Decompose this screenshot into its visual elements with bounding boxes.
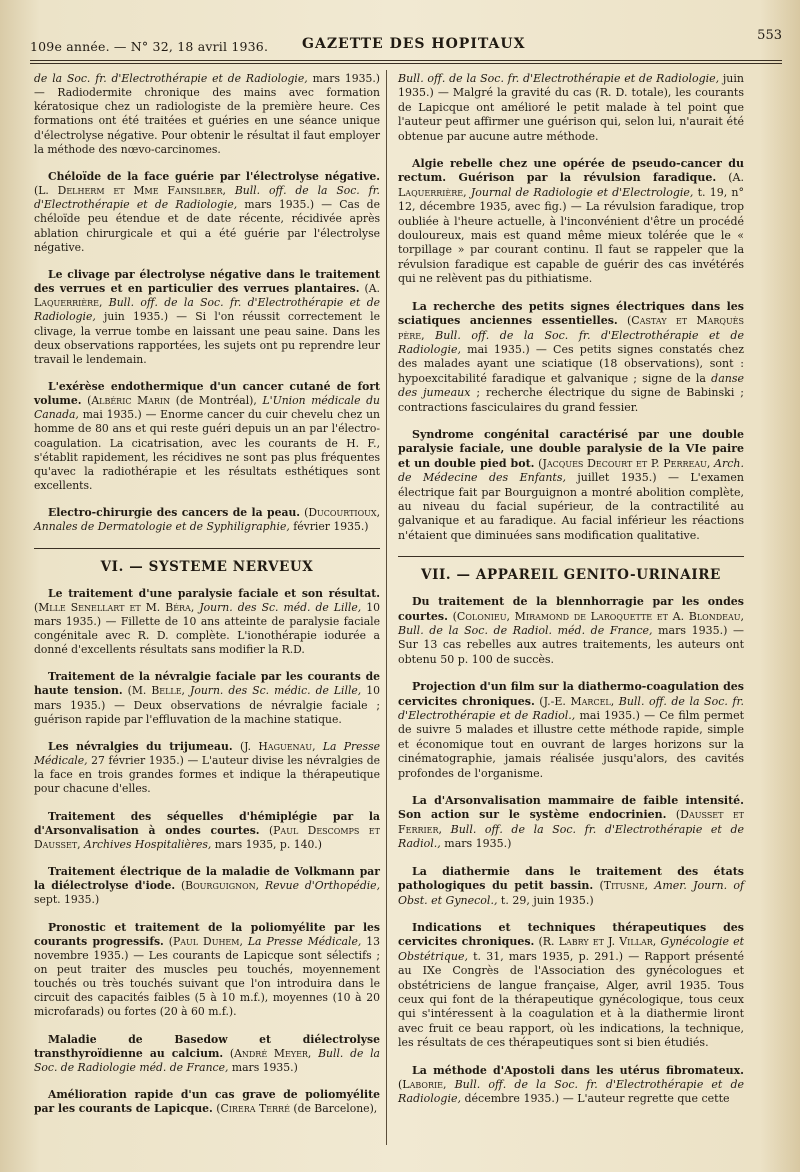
abstract-body: décembre 1935.) — L'auteur regrette que cette — [460, 1092, 730, 1106]
abstract-authors: (André Meyer, — [229, 1046, 312, 1060]
abstract-entry — [398, 865, 744, 908]
journal-ref: Bull. off. de la Soc. fr. d'Electrothérapie et de Radiologie, — [34, 296, 380, 324]
journal-ref: La Presse Médicale, — [247, 934, 362, 948]
publication-title: GAZETTE DES HOPITAUX — [302, 36, 526, 52]
section-heading: VII. — APPAREIL GENITO-URINAIRE — [398, 556, 744, 583]
abstract-authors: (Ducourtioux, — [304, 506, 380, 520]
abstract-entry — [398, 595, 744, 667]
abstract-entry — [398, 72, 744, 144]
journal-ref: Journ. des Sc. méd. de Lille, — [199, 600, 362, 614]
abstract-entry — [398, 300, 744, 415]
abstract-authors: (Laborie, — [398, 1077, 447, 1091]
abstract-authors: (Dausset et Ferrier, — [398, 808, 744, 836]
abstract-title: L'exérèse endothermique d'un cancer cutané de fort volume. — [34, 379, 380, 408]
journal-ref: Bull. off. de la Soc. fr. d'Electrothérapie et de Radiologie, — [398, 328, 744, 356]
abstract-entry — [398, 680, 744, 781]
abstract-title: Amélioration rapide d'un cas grave de poliomyélite par les courants de Lapicque. — [34, 1088, 380, 1116]
abstract-entry — [34, 1088, 380, 1116]
abstract-authors: (J.-E. Marcel, — [539, 694, 615, 708]
abstract-authors: (Paul Descomps et Dausset, — [34, 823, 380, 851]
abstract-body: 10 mars 1935.) — Fillette de 10 ans atteinte de paralysie faciale congénitale avec R. D. complète. L'ionothérapie iodurée a donné d'excellents résultats sans modifier la R.D. — [34, 600, 381, 657]
abstract-body: mars 1935.) — [228, 1060, 298, 1074]
journal-ref: Archives Hospitalières, — [84, 837, 212, 851]
abstract-authors: (R. Labry et J. Villar, — [538, 935, 657, 949]
abstract-entry — [398, 1064, 744, 1107]
abstract-entry — [34, 921, 380, 1020]
journal-ref: Bull. off. de la Soc. fr. d'Electrothérapie et de Radiologie, — [398, 72, 720, 85]
abstract-body: mars 1935.) — [440, 837, 512, 851]
abstract-authors: (Jacques Decourt et P. Perreau, — [538, 456, 711, 470]
abstract-entry — [398, 157, 744, 287]
abstract-body: t. 19, n° 12, décembre 1935, avec fig.) — La révulsion faradique, trop oubliée à l'heure actuelle, à l'inconvénient d'être un procédé douloureux, mais est quand même mieux tolérée que le « torpillage » par courant continu. Il faut se rappeler que la révulsion faradique est capable de guérir des cas invétérés qui ne relèvent pas du pithiatisme. — [398, 185, 744, 286]
abstract-title: Electro-chirurgie des cancers de la peau. — [48, 506, 301, 520]
journal-ref: Journ. des Sc. médic. de Lille, — [190, 684, 362, 698]
abstract-entry — [34, 1033, 380, 1075]
abstract-body: 13 novembre 1935.) — Les courants de Lapicque sont sélectifs ; on peut traiter des muscles peu touchés, moyennement touchés ou très touchés suivant que l'on introduira dans le circuit des capacités faibles (5 à 10 m.f.), moyennes (10 à 20 microfarads) ou fortes (20 à 60 m.f.). — [34, 934, 380, 1019]
abstract-title: Projection d'un film sur la diathermo-coagulation des cervicites chroniques. — [398, 680, 744, 708]
column-divider — [386, 70, 387, 1145]
header-rule — [30, 60, 782, 61]
abstract-entry — [34, 72, 380, 157]
abstract-body: juin 1935.) — Malgré la gravité du cas (R. D. totale), les courants de Lapicque ont amélioré le petit malade à tel point que l'auteur peut affirmer une guérison qui, selon lui, n'aurait été obtenue par aucune autre méthode. — [398, 72, 744, 143]
abstract-body: mars 1935.) — Sur 13 cas rebelles aux autres traitements, les auteurs ont obtenu 50 p. 100 de succès. — [398, 624, 745, 666]
abstract-authors: (J. Haguenau, — [239, 739, 316, 753]
abstract-authors: (Castay et Marquès père, — [398, 314, 745, 342]
journal-ref: Bull. off. de la Soc. fr. d'Electrothérapie et de Radiol., — [398, 822, 744, 851]
abstract-authors: (Bourguignon, — [180, 879, 260, 893]
abstract-body: sept. 1935.) — [34, 893, 100, 907]
abstract-title: Pronostic et traitement de la poliomyélite par les courants progressifs. — [34, 920, 380, 948]
abstract-authors: (Titusne, — [599, 879, 649, 893]
abstract-title: Maladie de Basedow et diélectrolyse transthyroïdienne au calcium. — [34, 1032, 380, 1060]
journal-ref: La Presse Médicale, — [34, 739, 381, 768]
abstract-title: La d'Arsonvalisation mammaire de faible intensité. Son action sur le système endocrinien. — [398, 794, 744, 822]
issue-line: 109e année. — N° 32, 18 avril 1936. — [30, 39, 269, 54]
abstract-entry — [34, 740, 380, 797]
section-heading: VI. — SYSTEME NERVEUX — [34, 548, 380, 575]
abstract-title: Du traitement de la blennhorragie par les ondes courtes. — [398, 595, 744, 623]
journal-ref: Bull. off. de la Soc. fr. d'Electrothérapie et de Radiologie, — [398, 1077, 744, 1106]
journal-ref: Bull. off. de la Soc. fr. d'Electrothérapie et de Radiologie, — [34, 184, 380, 212]
abstract-authors: (A. Laquerrière, — [34, 282, 380, 310]
abstract-title: Indications et techniques thérapeutiques des cervicites chroniques. — [398, 920, 744, 949]
page-number: 553 — [757, 28, 782, 43]
abstract-body: mai 1935.) — Ce film permet de suivre 5 malades et illustre cette méthode rapide, simple et économique tout en ouvrant de larges horizons sur la cinématographie, jamais réalisée jusqu'alors, des cavités profondes de l'organisme. — [398, 709, 744, 780]
abstract-title: La recherche des petits signes électriques dans les sciatiques anciennes essentielles. — [398, 299, 744, 328]
abstract-body: 10 mars 1935.) — Deux observations de névralgie faciale ; guérison rapide par l'effluvation de la machine statique. — [34, 684, 380, 726]
abstract-authors: (Cirera Terré — [216, 1102, 290, 1116]
journal-ref: Bull. de la Soc. de Radiologie méd. de France, — [34, 1046, 380, 1074]
abstract-body: février 1935.) — [289, 520, 369, 534]
abstract-authors: (Albéric Marin — [87, 394, 171, 408]
abstract-authors: (M. Belle, — [127, 684, 185, 698]
abstract-title: Le clivage par électrolyse négative dans le traitement des verrues et en particulier des verrues plantaires. — [34, 267, 380, 296]
abstract-body: t. 29, juin 1935.) — [497, 893, 594, 907]
abstract-entry — [34, 587, 380, 658]
header-rule-double — [30, 63, 782, 64]
abstract-body: t. 31, mars 1935, p. 291.) — Rapport présenté au IXe Congrès de l'Association des gynécologues et obstétriciens de langue française, Alger, avril 1935. Tous ceux qui font de la thérapeutique gynécologique, tous ceux qui s'intéressent à la coagulation et à la diathermie liront avec fruit ce beau rapport, où les indications, la technique, les résultats de ces thérapeutiques sont si bien étudiés. — [398, 949, 744, 1050]
abstract-title: Les névralgies du trijumeau. — [48, 739, 233, 753]
abstract-entry — [34, 170, 380, 255]
page-header — [30, 28, 782, 56]
abstract-entry — [34, 268, 380, 367]
abstract-body: mai 1935.) — Ces petits signes constatés chez des malades ayant une sciatique (18 observations), sont : hypoexcitabilité faradique et galvanique ; signe de la — [398, 342, 744, 385]
abstract-authors: (Paul Duhem, — [168, 934, 243, 948]
abstract-entry — [34, 380, 380, 493]
abstract-title: Algie rebelle chez une opérée de pseudo-cancer du rectum. Guérison par la révulsion faradique. — [398, 157, 744, 185]
journal-ref: Annales de Dermatologie et de Syphiligraphie, — [34, 520, 290, 534]
abstract-entry — [34, 865, 380, 907]
abstract-title: Chéloïde de la face guérie par l'électrolyse négative. — [48, 169, 380, 183]
abstract-body: mai 1935.) — Enorme cancer du cuir chevelu chez un homme de 80 ans et qui reste guéri depuis un an par l'électro-coagulation. La cicatrisation, avec les courants de H. F., s'établit rapidement, les récidives ne sont pas plus fréquentes qu'avec la radiothérapie et les résultats esthétiques sont excellents. — [34, 408, 380, 493]
abstract-body: 27 février 1935.) — L'auteur divise les névralgies de la face en trois grandes formes et indique la thérapeutique pour chacune d'elles. — [34, 754, 380, 796]
abstract-body: (de Montréal), — [170, 394, 263, 408]
journal-ref: Bull. de la Soc. de Radiol. méd. de France, — [398, 624, 653, 637]
abstract-title: Traitement des séquelles d'hémiplégie par la d'Arsonvalisation à ondes courtes. — [34, 809, 380, 837]
abstract-authors: (L. Delherm et Mme Fainsilber, — [34, 184, 226, 198]
journal-ref: L'Union médicale du Canada, — [34, 394, 381, 422]
abstract-authors: (Mlle Senellart et M. Béra, — [34, 600, 195, 614]
abstract-title: Traitement de la névralgie faciale par les courants de haute tension. — [34, 670, 380, 698]
journal-ref: Arch. de Médecine des Enfants, — [398, 456, 744, 485]
abstract-title: La méthode d'Apostoli dans les utérus fibromateux. — [412, 1063, 744, 1077]
abstract-entry — [34, 506, 380, 534]
abstract-body: mars 1935.) — Cas de chéloïde peu étendue et de date récente, récidivée après ablation chirurgicale et qui a été guérie par l'électrolyse négative. — [34, 198, 380, 254]
abstract-body: mars 1935, p. 140.) — [211, 837, 322, 851]
abstract-entry — [398, 794, 744, 852]
abstract-body: mars 1935.) — Radiodermite chronique des mains avec formation kératosique chez un radiologiste de la première heure. Ces formations ont été traitées et guéries en une séance unique d'électrolyse négative. Pour obtenir le résultat il faut employer la méthode des nœvo-carcinomes. — [34, 72, 380, 156]
abstract-title: Syndrome congénital caractérisé par une double paralysie faciale, une double paralysie de la VIe paire et un double pied bot. — [398, 427, 744, 470]
abstract-title: Traitement électrique de la maladie de Volkmann par la diélectrolyse d'iode. — [34, 865, 380, 893]
abstract-body: juillet 1935.) — L'examen électrique fait par Bourguignon a montré abolition complète, au niveau du facial supérieur, de la contractilité au galvanique et au faradique. Au facial inférieur les réactions n'étaient que diminuées sans modification qualitative. — [398, 471, 744, 542]
journal-ref: Amer. Journ. of Obst. et Gynecol., — [398, 879, 745, 907]
abstract-body: juin 1935.) — Si l'on réussit correctement le clivage, la verrue tombe en laissant une peau saine. Dans les deux observations rapportées, les sujets ont pu reprendre leur travail le lendemain. — [34, 310, 380, 366]
abstract-entry — [398, 428, 744, 543]
journal-ref: Revue d'Orthopédie, — [265, 879, 381, 893]
journal-ref: de la Soc. fr. d'Electrothérapie et de Radiologie, — [34, 72, 308, 85]
abstract-entry — [34, 810, 380, 852]
journal-ref: Journal de Radiologie et d'Electrologie, — [470, 185, 694, 199]
abstract-title: La diathermie dans le traitement des états pathologiques du petit bassin. — [398, 864, 744, 893]
abstract-body: ; recherche électrique du signe de Babinski ; contractions fasciculaires du grand fessier. — [398, 386, 744, 414]
journal-ref: Bull. off. de la Soc. fr. d'Electrothérapie et de Radiol., — [398, 694, 744, 723]
left-column — [34, 72, 380, 1129]
abstract-entry — [398, 921, 744, 1051]
abstract-authors: (A. Laquerrière, — [398, 171, 744, 199]
right-column — [398, 72, 744, 1120]
abstract-authors: (Colonieu, Miramond de Laroquette et A. Blondeau, — [452, 609, 745, 623]
abstract-entry — [34, 670, 380, 727]
abstract-body: (de Barcelone), — [289, 1102, 378, 1116]
journal-ref: Gynécologie et Obstétrique, — [398, 935, 744, 963]
emphasis-text: danse des jumeaux — [398, 371, 744, 400]
abstract-title: Le traitement d'une paralysie faciale et son résultat. — [48, 586, 380, 600]
